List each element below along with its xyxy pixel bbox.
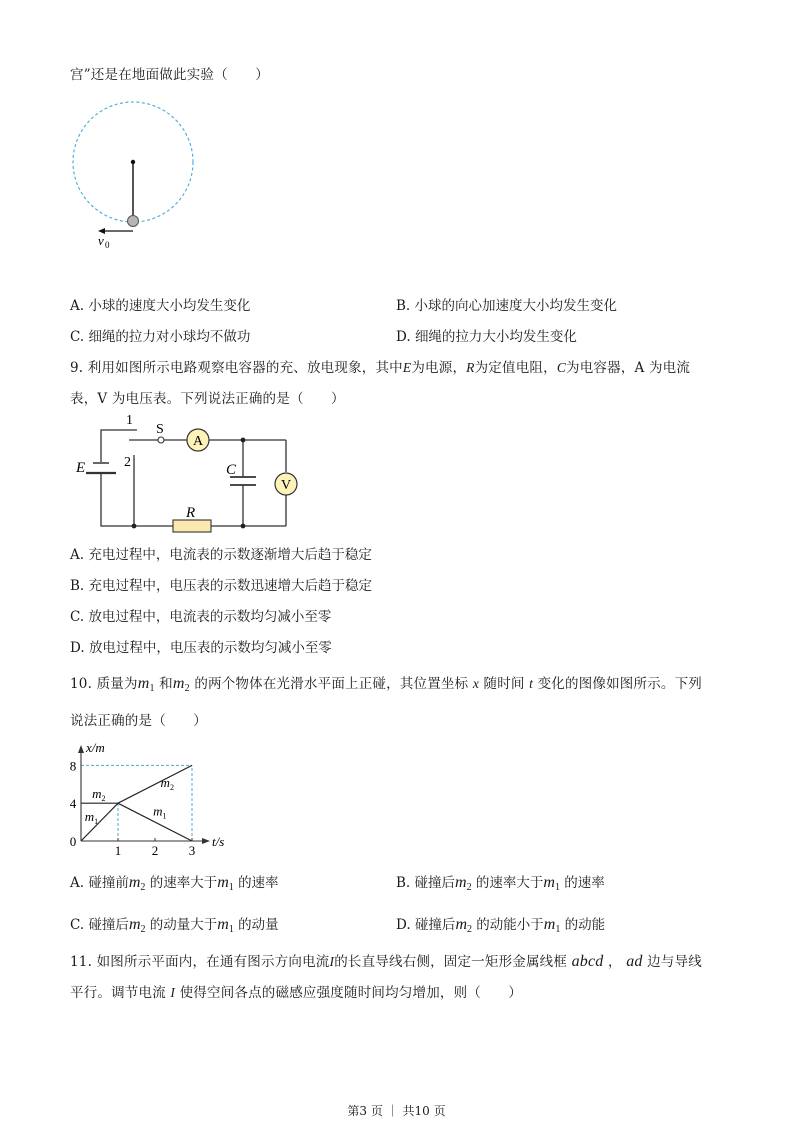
voltmeter-label: V bbox=[280, 478, 292, 493]
series-label-m2: $m_2$ bbox=[92, 786, 106, 804]
q8-option-a[interactable]: A. 小球的速度大小均发生变化 bbox=[70, 298, 251, 314]
x-tick-label: 3 bbox=[188, 843, 196, 858]
q9-option-b[interactable]: B. 充电过程中，电压表的示数迅速增大后趋于稳定 bbox=[70, 578, 373, 594]
contact-1-label: 1 bbox=[126, 413, 133, 428]
q10-option-b[interactable]: B. 碰撞后$m_2$ 的速率大于$m_1$ 的速率 bbox=[396, 874, 605, 893]
q11-stem-line1: 11. 如图所示平面内，在通有图示方向电流I的长直导线右侧，固定一矩形金属线框 abcd ， ad 边与导线 bbox=[70, 953, 702, 970]
x-tick-label: 2 bbox=[151, 843, 159, 858]
q10-option-c[interactable]: C. 碰撞后$m_2$ 的动量大于$m_1$ 的动量 bbox=[70, 916, 279, 935]
x-axis-label: t/s bbox=[212, 834, 225, 849]
x-axis-arrow-icon bbox=[202, 838, 210, 844]
q9-stem-line1: 9. 利用如图所示电路观察电容器的充、放电现象，其中E为电源，R为定值电阻，C为电容器，A 为电流 bbox=[70, 360, 691, 376]
ammeter-label: A bbox=[192, 434, 204, 449]
q9-option-a[interactable]: A. 充电过程中，电流表的示数逐渐增大后趋于稳定 bbox=[70, 547, 372, 563]
resistor-label: R bbox=[186, 505, 196, 521]
y-tick-label: 8 bbox=[69, 758, 77, 774]
q10-option-d[interactable]: D. 碰撞后$m_2$ 的动能小于$m_1$ 的动能 bbox=[396, 916, 606, 935]
y-axis-arrow-icon bbox=[78, 745, 84, 753]
q9-option-d[interactable]: D. 放电过程中，电压表的示数均匀减小至零 bbox=[70, 640, 332, 656]
battery-label: E bbox=[76, 460, 86, 476]
q10-option-a[interactable]: A. 碰撞前$m_2$ 的速率大于$m_1$ 的速率 bbox=[70, 874, 279, 893]
contact-2-label: 2 bbox=[124, 455, 131, 470]
series-label-m2: $m_2$ bbox=[160, 775, 174, 793]
series-label-m1: $m_1$ bbox=[153, 803, 167, 821]
y-axis-label: x/m bbox=[86, 740, 105, 755]
velocity-subscript: 0 bbox=[105, 240, 110, 250]
q8-option-b[interactable]: B. 小球的向心加速度大小均发生变化 bbox=[396, 298, 618, 314]
y-tick-label: 4 bbox=[69, 796, 77, 812]
q9-stem-line2: 表，V 为电压表。下列说法正确的是（ ） bbox=[70, 391, 345, 407]
series-label-m1: $m_1$ bbox=[84, 809, 99, 827]
q8-option-d[interactable]: D. 细绳的拉力大小均发生变化 bbox=[396, 329, 577, 345]
q9-option-c[interactable]: C. 放电过程中，电流表的示数均匀减小至零 bbox=[70, 609, 332, 625]
q10-stem-line1: 10. 质量为$m_1$ 和$m_2$ 的两个物体在光滑水平面上正碰，其位置坐标 x 随时间 t 变化的图像如图所示。下列 bbox=[70, 675, 702, 694]
x-tick-label: 1 bbox=[114, 843, 122, 858]
q11-stem-line2: 平行。调节电流 I 使得空间各点的磁感应强度随时间均匀增加，则（ ） bbox=[70, 985, 523, 1001]
capacitor-label: C bbox=[226, 462, 237, 478]
switch-label: S bbox=[156, 422, 164, 437]
q8-option-c[interactable]: C. 细绳的拉力对小球均不做功 bbox=[70, 329, 251, 345]
x-tick-label: 0 bbox=[69, 834, 77, 849]
q8-stem-tail: 宫”还是在地面做此实验（ ） bbox=[70, 67, 269, 83]
velocity-label: v bbox=[98, 233, 104, 248]
q10-stem-line2: 说法正确的是（ ） bbox=[70, 713, 207, 729]
page-footer: 第3 页 ｜ 共10 页 bbox=[347, 1104, 446, 1118]
